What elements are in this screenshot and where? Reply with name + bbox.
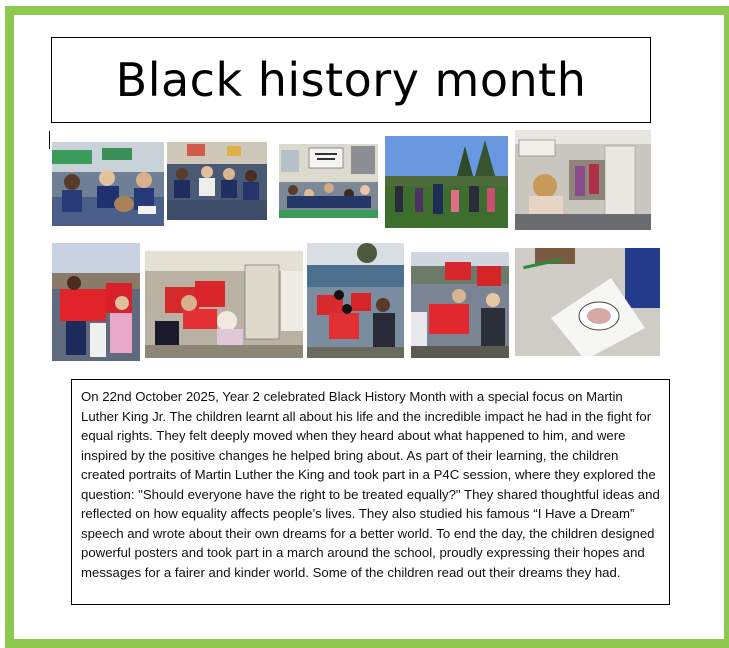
photo-outdoor-march-posters	[307, 243, 404, 358]
photo-corridor-assembly	[515, 130, 651, 230]
photo-hallway-march	[145, 251, 303, 358]
photo-playground-outdoor	[385, 136, 508, 228]
title-box	[51, 37, 651, 123]
description-text: On 22nd October 2025, Year 2 celebrated Black History Month with a special focus on Martin Luther King Jr. The children learnt all about his life and the incredible impact he had in the fight for equal rights. They felt deeply moved when they heard about what happened to him, and were inspired by the positive changes he helped bring about. As part of their learning, the children created portraits of Martin Luther the King and took part in a P4C session, where they explored the question: "Should everyone have the right to be treated equally?" They shared thoughtful ideas and reflected on how equality affects people’s lives. They also studied his famous “I Have a Dream” speech and wrote about their own dreams for a better world. To end the day, the children designed powerful posters and took part in a march around the school, proudly expressing their hopes and messages for a fairer and kinder world. Some of the children read out their dreams they had.	[81, 389, 660, 580]
photo-mlk-portrait-drawing	[515, 248, 660, 356]
photo-children-holding-posters	[52, 243, 140, 361]
text-cursor	[49, 131, 50, 149]
photo-children-group-sitting	[167, 142, 267, 220]
photo-children-marching	[411, 252, 509, 358]
description-box	[71, 379, 670, 605]
photo-classroom-p4c-circle	[279, 144, 378, 218]
page-title: Black history month	[115, 53, 587, 107]
photo-children-seated-carpet	[52, 142, 164, 226]
